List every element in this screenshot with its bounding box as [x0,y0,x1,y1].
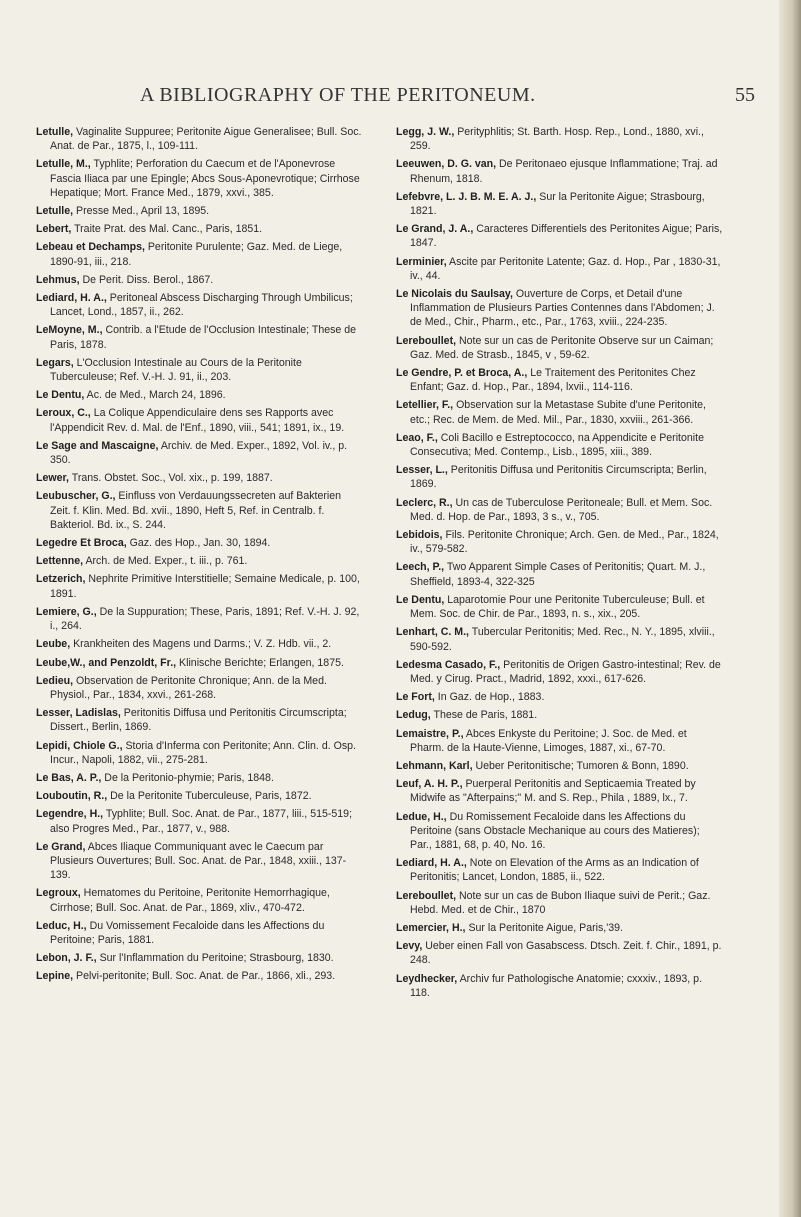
bibliography-entry [396,190,723,218]
bibliography-entry [36,637,363,651]
bibliography-entry [36,536,363,550]
entry-author: Legg, J. W., [396,126,455,138]
entry-citation: Laparotomie Pour une Peritonite Tuberculeuse; Bull. et Mem. Soc. de Chir. de Par., 1893, n. s., xix., 205. [410,593,705,621]
entry-citation: Note sur un cas de Peritonite Observe sur un Caiman; Gaz. Med. de Strasb., 1845, v , 59-62. [410,334,714,361]
entry-citation: Krankheiten des Magens und Darms.; V. Z. Hdb. vii., 2. [70,638,332,651]
page-edge-shadow [779,0,801,1217]
bibliography-entry [36,969,363,983]
bibliography-entry [396,625,723,653]
entry-author: Lesser, L., [396,464,448,477]
entry-citation: De Perit. Diss. Berol., 1867. [79,273,214,286]
entry-citation: Note on Elevation of the Arms as an Indication of Peritonitis; Lancet, London, 1885, ii., 522. [410,857,699,884]
entry-citation: Sur la Peritonite Aigue, Paris,'39. [465,921,623,934]
bibliography-entry [396,856,723,884]
entry-citation: Abces Enkyste du Peritoine; J. Soc. de Med. et Pharm. de la Haute-Vienne, Limoges, 1887, xi., 67-70. [410,727,687,754]
entry-citation: Typhlite; Bull. Soc. Anat. de Par., 1877, liii., 515-519; also Progres Med., Par., 1877, v., 988. [50,808,353,835]
entry-citation: De Peritonaeo ejusque Inflammatione; Traj. ad Rhenum, 1818. [410,158,718,185]
bibliography-entry [396,921,723,935]
entry-author: Lediard, H. A., [396,857,467,870]
entry-author: Lettenne, [36,555,84,568]
bibliography-entry [36,222,363,236]
entry-author: Le Gendre, P. et Broca, A., [396,367,528,380]
bibliography-entry [36,554,363,568]
entry-citation: Note sur un cas de Bubon Iliaque suivi de Perit.; Gaz. Hebd. Med. et de Chir., 1870 [410,889,711,916]
bibliography-entry [36,204,363,218]
bibliography-entry [36,323,363,351]
bibliography-entry [396,528,723,556]
bibliography-entry [36,771,363,785]
entry-citation: Vaginalite Suppuree; Peritonite Aigue Generalisee; Bull. Soc. Anat. de Par., 1875, l., 109-111. [50,126,362,153]
entry-citation: Sur l'Inflammation du Peritoine; Strasbourg, 1830. [96,952,334,965]
entry-author: Le Nicolais du Saulsay, [396,288,513,301]
bibliography-entry [36,356,363,384]
bibliography-entry [396,255,723,283]
entry-citation: Contrib. a l'Etude de l'Occlusion Intestinale; These de Paris, 1878. [50,324,357,351]
bibliography-entry [396,727,723,755]
entry-citation: Hematomes du Peritoine, Peritonite Hemorrhagique, Cirrhose; Bull. Soc. Anat. de Par., 1869, xliv., 470-472. [50,887,330,914]
bibliography-entry [36,789,363,803]
entry-author: Lenhart, C. M., [396,626,469,639]
bibliography-entry [36,273,363,287]
entry-citation: Peritonitis de Origen Gastro-intestinal; Rev. de Med. y Cirug. Pract., Madrid, 1892, xxxi., 617-626. [410,658,721,685]
entry-citation: These de Paris, 1881. [430,709,538,722]
entry-author: Lehmus, [36,273,80,286]
entry-author: Lebert, [36,223,72,236]
entry-citation: Trans. Obstet. Soc., Vol. xix., p. 199, 1887. [68,472,273,485]
entry-citation: Presse Med., April 13, 1895. [73,205,210,218]
entry-author: Lepine, [36,970,74,983]
bibliography-entry [396,759,723,773]
bibliography-entry [36,739,363,767]
entry-citation: Ac. de Med., March 24, 1896. [84,389,226,402]
entry-author: Louboutin, R., [36,790,108,803]
entry-author: Ledieu, [36,674,74,687]
entry-citation: L'Occlusion Intestinale au Cours de la Peritonite Tuberculeuse; Ref. V.-H. J. 91, ii., 203. [50,356,302,384]
entry-citation: Du Vomissement Fecaloide dans les Affections du Peritoine; Paris, 1881. [50,919,325,946]
bibliography-entry [36,388,363,402]
entry-citation: Peritonitis Diffusa und Peritonitis Circumscripta; Dissert., Berlin, 1869. [50,707,347,734]
entry-author: LeMoyne, M., [36,324,103,337]
bibliography-entry [396,287,723,330]
entry-citation: Peritonitis Diffusa und Peritonitis Circumscripta; Berlin, 1869. [410,464,707,491]
entry-citation: Ueber einen Fall von Gasabscess. Dtsch. Zeit. f. Chir., 1891, p. 248. [410,940,722,967]
entry-author: Ledue, H., [396,810,447,823]
entry-author: Levy, [396,940,423,953]
entry-citation: Fils. Peritonite Chronique; Arch. Gen. de Med., Par., 1824, iv., 579-582. [410,529,719,556]
entry-author: Leao, F., [396,431,438,444]
page-number: 55 [735,84,755,106]
entry-author: Lerminier, [396,255,447,268]
entry-citation: Pelvi-peritonite; Bull. Soc. Anat. de Par., 1866, xli., 293. [73,970,336,983]
entry-author: Leube,W., and Penzoldt, Fr., [36,656,177,669]
entry-author: Le Bas, A. P., [36,771,102,784]
entry-author: Leeuwen, D. G. van, [396,158,497,171]
entry-author: Leclerc, R., [396,496,453,509]
entry-citation: Perityphlitis; St. Barth. Hosp. Rep., Lond., 1880, xvi., 259. [410,126,704,153]
entry-citation: Nephrite Primitive Interstitielle; Semaine Medicale, p. 100, 1891. [50,573,360,600]
entry-citation: Sur la Peritonite Aigue; Strasbourg, 1821. [410,190,705,218]
bibliography-entry [396,463,723,491]
entry-citation: Arch. de Med. Exper., t. iii., p. 761. [83,555,248,568]
entry-citation: Peritoneal Abscess Discharging Through Umbilicus; Lancet, Lond., 1857, ii., 262. [50,292,353,319]
page-header [0,84,801,114]
entry-citation: Einfluss von Verdauungssecreten auf Bakterien Zeit. f. Klin. Med. Bd. xvii., 1890, Heft 5, Ref. in Centralb. f. Bakteriol. Bd. ix., S. 244. [50,490,342,531]
entry-author: Lepidi, Chiole G., [36,739,123,752]
bibliography-entry [396,593,723,621]
bibliography-entry [36,807,363,835]
entry-author: Ledug, [396,709,431,722]
entry-citation: Observation de Peritonite Chronique; Ann. de la Med. Physiol., Par., 1834, xxvi., 261-268. [50,674,327,701]
bibliography-entry [36,291,363,319]
entry-author: Lereboullet, [396,334,457,347]
bibliography-entry [36,674,363,702]
bibliography-entry [36,919,363,947]
entry-author: Legars, [36,356,74,369]
entry-citation: Le Traitement des Peritonites Chez Enfant; Gaz. d. Hop., Par., 1894, lxvii., 114-116. [410,367,696,394]
bibliography-entry [36,886,363,914]
entry-author: Le Fort, [396,691,435,704]
entry-author: Letulle, [36,126,74,138]
entry-author: Leube, [36,638,71,651]
entry-author: Lebidois, [396,529,443,542]
entry-author: Leduc, H., [36,919,87,932]
bibliography-entry [396,658,723,686]
entry-author: Lemiere, G., [36,605,97,618]
entry-citation: Du Romissement Fecaloide dans les Affections du Peritoine (sans Obstacle Mechanique au cours des Matieres); Par., 1881, 68, p. 40, No. 16. [410,810,700,851]
bibliography-entry [36,406,363,434]
bibliography-entry [396,690,723,704]
bibliography-entry [36,157,363,200]
entry-author: Leuf, A. H. P., [396,778,463,791]
entry-citation: Storia d'Inferma con Peritonite; Ann. Clin. d. Osp. Incur., Napoli, 1882, vii., 275-281. [50,739,356,766]
entry-citation: La Colique Appendiculaire dens ses Rapports avec l'Appendicit Rev. d. Mal. de l'Enf., 1890, viii., 541; 1891, ix., 19. [50,407,345,434]
entry-author: Ledesma Casado, F., [396,658,501,671]
entry-author: Lefebvre, L. J. B. M. E. A. J., [396,190,537,203]
entry-citation: Abces Iliaque Communiquant avec le Caecum par Plusieurs Ouvertures; Bull. Soc. Anat. de Par., 1848, xxiii., 137-139. [50,840,347,882]
bibliography-entry [36,951,363,965]
entry-citation: Archiv fur Pathologische Anatomie; cxxxiv., 1893, p. 118. [410,972,703,999]
entry-citation: Typhlite; Perforation du Caecum et de l'Aponevrose Fascia Iliaca par une Epingle; Abcs Sous-Aponevrotique; Cirrhose Hepatique; Mort. France Med., 1879, xxvi., 385. [50,158,360,199]
entry-author: Leydhecker, [396,972,458,985]
entry-citation: Peritonite Purulente; Gaz. Med. de Liege, 1890-91, iii., 218. [50,241,343,268]
entry-author: Leroux, C., [36,407,91,420]
entry-author: Le Dentu, [396,593,445,606]
entry-author: Letulle, [36,205,74,218]
entry-author: Lereboullet, [396,889,457,902]
bibliography-entry [396,157,723,185]
bibliography-entry [396,431,723,459]
entry-author: Le Sage and Mascaigne, [36,439,159,452]
entry-citation: De la Suppuration; These, Paris, 1891; Ref. V.-H. J. 92, i., 264. [50,605,360,633]
entry-author: Leubuscher, G., [36,490,116,503]
entry-author: Lebon, J. F., [36,952,97,965]
bibliography-right-column [396,125,723,1004]
entry-author: Legroux, [36,887,81,900]
bibliography-entry [36,489,363,532]
bibliography-entry [36,572,363,600]
entry-author: Lesser, Ladislas, [36,707,121,720]
entry-author: Letzerich, [36,573,86,586]
bibliography-entry [396,708,723,722]
bibliography-entry [396,398,723,426]
entry-citation: Gaz. des Hop., Jan. 30, 1894. [126,537,271,550]
entry-citation: Klinische Berichte; Erlangen, 1875. [176,656,344,669]
entry-citation: In Gaz. de Hop., 1883. [434,691,545,704]
bibliography-entry [36,125,363,153]
entry-author: Legedre Et Broca, [36,537,127,550]
bibliography-entry [36,840,363,883]
bibliography-left-column [36,125,363,988]
entry-citation: Puerperal Peritonitis and Septicaemia Treated by Midwife as "Afterpains;" M. and S. Rep., Phila , 1889, lx., 7. [410,778,696,805]
entry-author: Le Dentu, [36,389,85,402]
entry-citation: Caracteres Differentiels des Peritonites Aigue; Paris, 1847. [410,223,723,250]
entry-author: Legendre, H., [36,808,104,821]
entry-author: Lebeau et Dechamps, [36,241,145,254]
bibliography-entry [396,810,723,853]
bibliography-entry [36,706,363,734]
entry-citation: Observation sur la Metastase Subite d'une Peritonite, etc.; Rec. de Mem. de Med. Mil., Par., 1830, xxviii., 261-366. [410,399,707,426]
bibliography-entry [396,366,723,394]
bibliography-entry [36,439,363,467]
bibliography-entry [396,125,723,153]
bibliography-entry [396,972,723,1000]
bibliography-entry [396,222,723,250]
entry-author: Lediard, H. A., [36,292,107,305]
entry-citation: Traite Prat. des Mal. Canc., Paris, 1851. [71,223,263,236]
entry-author: Lehmann, Karl, [396,759,473,772]
entry-author: Lemercier, H., [396,921,466,934]
entry-author: Lewer, [36,472,69,485]
entry-citation: Ouverture de Corps, et Detail d'une Inflammation de Plusieurs Parties Contennes dans l'Abdomen; J. de Med., Chir., Pharm., etc., Par., 1763, xviii., 224-235. [410,288,715,329]
bibliography-entry [396,777,723,805]
bibliography-entry [396,889,723,917]
bibliography-entry [36,605,363,633]
entry-citation: Tubercular Peritonitis; Med. Rec., N. Y., 1895, xlviii., 590-592. [410,626,715,653]
entry-citation: Ueber Peritonitische; Tumoren & Bonn, 1890. [472,759,689,772]
entry-author: Leech, P., [396,561,445,574]
bibliography-entry [396,496,723,524]
bibliography-entry [396,560,723,588]
entry-author: Le Grand, J. A., [396,223,474,236]
entry-author: Lemaistre, P., [396,727,464,740]
bibliography-entry [396,939,723,967]
entry-citation: De la Peritonio-phymie; Paris, 1848. [101,771,274,784]
entry-author: Letellier, F., [396,399,454,412]
entry-citation: Two Apparent Simple Cases of Peritonitis; Quart. M. J., Sheffield, 1893-4, 322-325 [410,561,706,588]
bibliography-entry [396,334,723,362]
entry-citation: Archiv. de Med. Exper., 1892, Vol. iv., p. 350. [50,439,348,467]
entry-citation: Ascite par Peritonite Latente; Gaz. d. Hop., Par , 1830-31, iv., 44. [410,255,721,282]
entry-author: Le Grand, [36,840,86,853]
running-title: A BIBLIOGRAPHY OF THE PERITONEUM. [140,84,536,106]
bibliography-entry [36,471,363,485]
bibliography-entry [36,240,363,268]
bibliography-entry [36,656,363,670]
entry-citation: Coli Bacillo e Estreptococco, na Appendicite e Peritonite Consecutiva; Med. Contemp., Lisb., 1895, xiii., 389. [410,431,704,459]
entry-citation: De la Peritonite Tuberculeuse, Paris, 1872. [107,790,312,803]
entry-citation: Un cas de Tuberculose Peritoneale; Bull. et Mem. Soc. Med. d. Hop. de Par., 1893, 3 s., v., 705. [410,496,713,523]
entry-author: Letulle, M., [36,158,91,171]
